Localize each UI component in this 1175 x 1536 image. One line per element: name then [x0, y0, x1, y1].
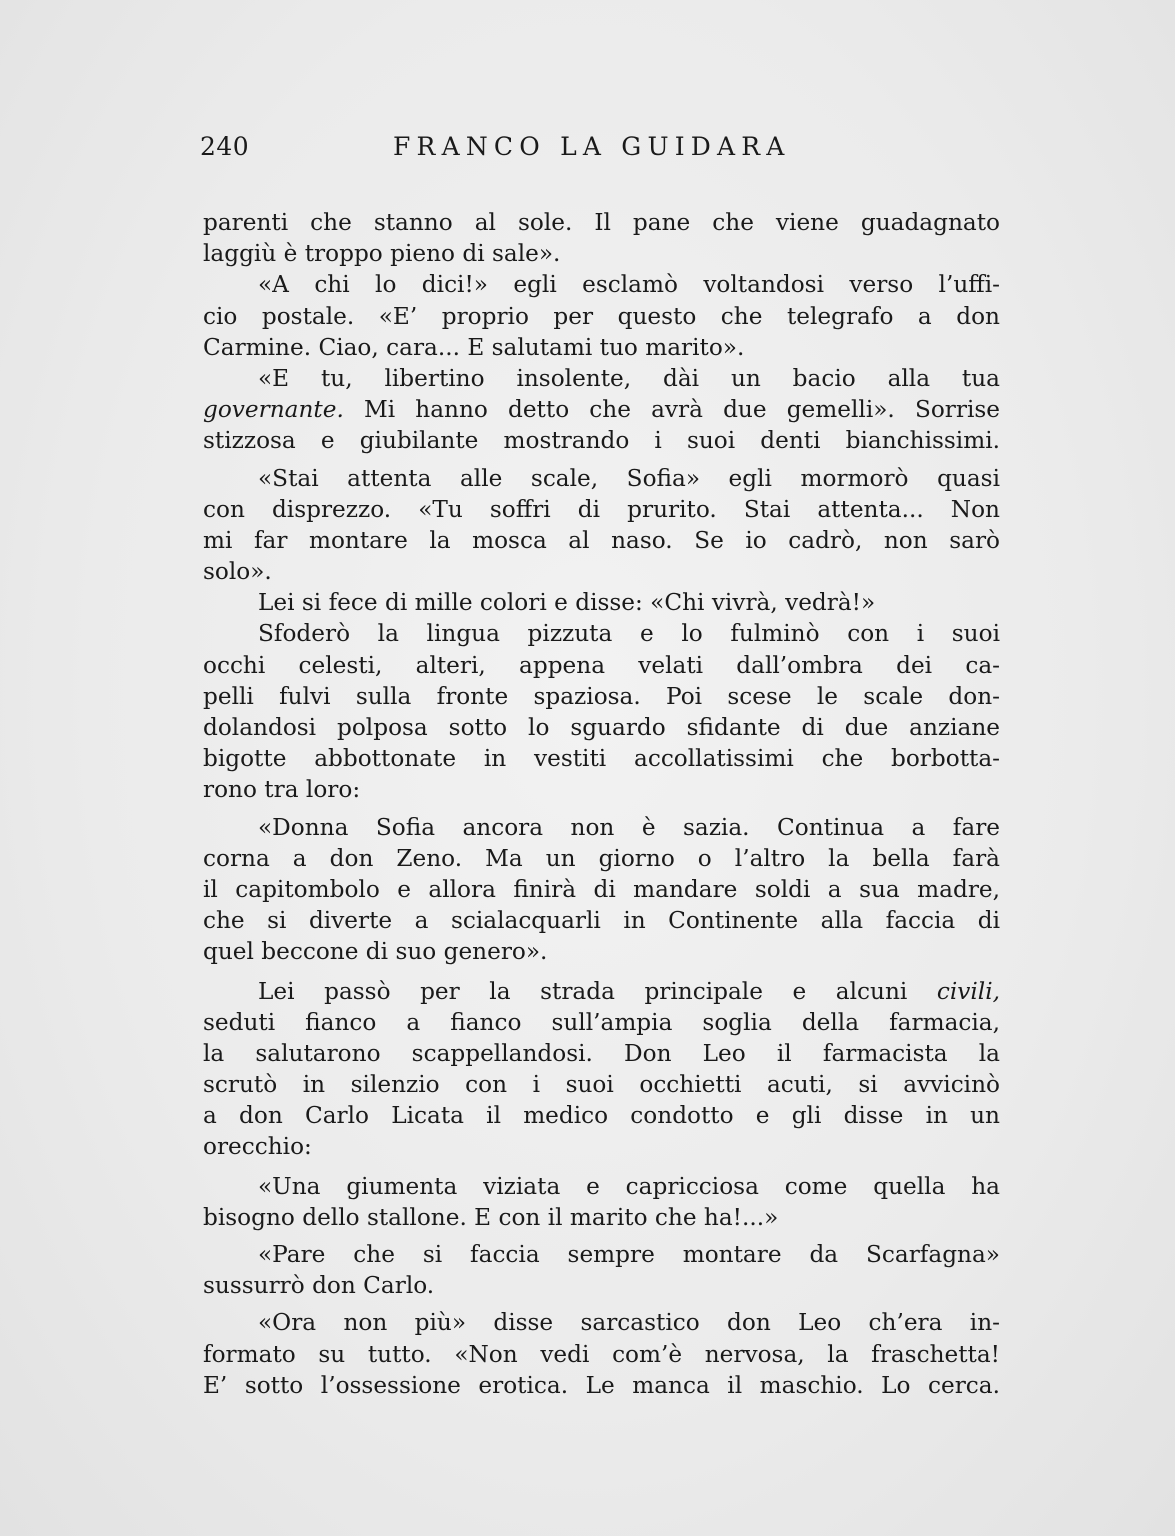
paragraph — [203, 207, 1000, 269]
text-line: «E tu, libertino insolente, dài un bacio alla tua — [258, 364, 1000, 392]
text-line: rono tra loro: — [203, 776, 361, 804]
text-line: stizzosa e giubilante mostrando i suoi denti bianchissimi. — [203, 427, 1000, 455]
text-line: occhi celesti, alteri, appena velati dall’ombra dei ca- — [203, 651, 1000, 679]
text-line: la salutarono scappellandosi. Don Leo il farmacista la — [203, 1039, 1000, 1067]
text-line: corna a don Zeno. Ma un giorno o l’altro la bella farà — [203, 844, 1000, 872]
text-line: governante. Mi hanno detto che avrà due gemelli». Sorrise — [203, 396, 1000, 424]
text-line: Sfoderò la lingua pizzuta e lo fulminò con i suoi — [258, 620, 1000, 648]
text-line: parenti che stanno al sole. Il pane che viene guadagnato — [203, 209, 1000, 236]
paragraph — [203, 812, 1000, 968]
text-line: il capitombolo e allora finirà di mandare soldi a sua madre, — [203, 875, 1000, 903]
text-line: a don Carlo Licata il medico condotto e gli disse in un — [203, 1102, 1000, 1130]
paragraph — [203, 976, 1000, 1163]
text-line: cio postale. «E’ proprio per questo che telegrafo a don — [203, 302, 1000, 330]
paragraph — [203, 269, 1000, 363]
text-line: E’ sotto l’ossessione erotica. Le manca il maschio. Lo cerca. — [203, 1371, 1000, 1399]
paragraph — [203, 587, 1000, 618]
text-line: mi far montare la mosca al naso. Se io cadrò, non sarò — [203, 526, 1000, 554]
page-number: 240 — [200, 132, 250, 161]
text-line: bisogno dello stallone. E con il marito che ha!...» — [203, 1203, 779, 1231]
paragraph — [203, 618, 1000, 805]
text-line: quel beccone di suo genero». — [203, 938, 548, 966]
text-line: solo». — [203, 558, 272, 586]
text-line: Lei passò per la strada principale e alcuni civili, — [258, 977, 1000, 1005]
text-line: sussurrò don Carlo. — [203, 1272, 435, 1300]
text-line: orecchio: — [203, 1133, 312, 1161]
text-line: Carmine. Ciao, cara... E salutami tuo marito». — [203, 333, 745, 361]
text-line: bigotte abbottonate in vestiti accollatissimi che borbotta- — [203, 745, 1000, 773]
paragraph — [203, 1239, 1000, 1301]
body-text — [203, 207, 1000, 1401]
text-line: «Donna Sofia ancora non è sazia. Continua a fare — [258, 813, 1000, 841]
text-line: Lei si fece di mille colori e disse: «Chi vivrà, vedrà!» — [258, 589, 876, 617]
paragraph — [203, 1171, 1000, 1233]
text-line: pelli fulvi sulla fronte spaziosa. Poi scese le scale don- — [203, 682, 1000, 710]
book-title: FRANCO LA GUIDARA — [393, 132, 791, 161]
text-line: laggiù è troppo pieno di sale». — [203, 240, 561, 268]
text-line: formato su tutto. «Non vedi com’è nervosa, la fraschetta! — [203, 1340, 1000, 1368]
text-line: «A chi lo dici!» egli esclamò voltandosi verso l’uffi- — [258, 271, 1000, 299]
italic-word: civili, — [936, 977, 1000, 1005]
running-head — [200, 132, 1000, 168]
italic-word: governante. — [203, 396, 344, 424]
text-line: scrutò in silenzio con i suoi occhietti acuti, si avvicinò — [203, 1071, 1000, 1099]
text-line: dolandosi polposa sotto lo sguardo sfidante di due anziane — [203, 714, 1000, 741]
text-line: «Pare che si faccia sempre montare da Scarfagna» — [258, 1241, 1000, 1268]
text-line: con disprezzo. «Tu soffri di prurito. Stai attenta... Non — [203, 495, 1000, 523]
paragraph — [203, 363, 1000, 457]
text-line: «Ora non più» disse sarcastico don Leo ch’era in- — [258, 1309, 1000, 1337]
text-line: che si diverte a scialacquarli in Continente alla faccia di — [203, 907, 1000, 935]
text-line: seduti fianco a fianco sull’ampia soglia della farmacia, — [203, 1008, 1000, 1036]
paragraph — [203, 1307, 1000, 1401]
text-line: «Stai attenta alle scale, Sofia» egli mormorò quasi — [258, 464, 1000, 492]
paragraph — [203, 463, 1000, 588]
text-line: «Una giumenta viziata e capricciosa come quella ha — [258, 1172, 1000, 1200]
